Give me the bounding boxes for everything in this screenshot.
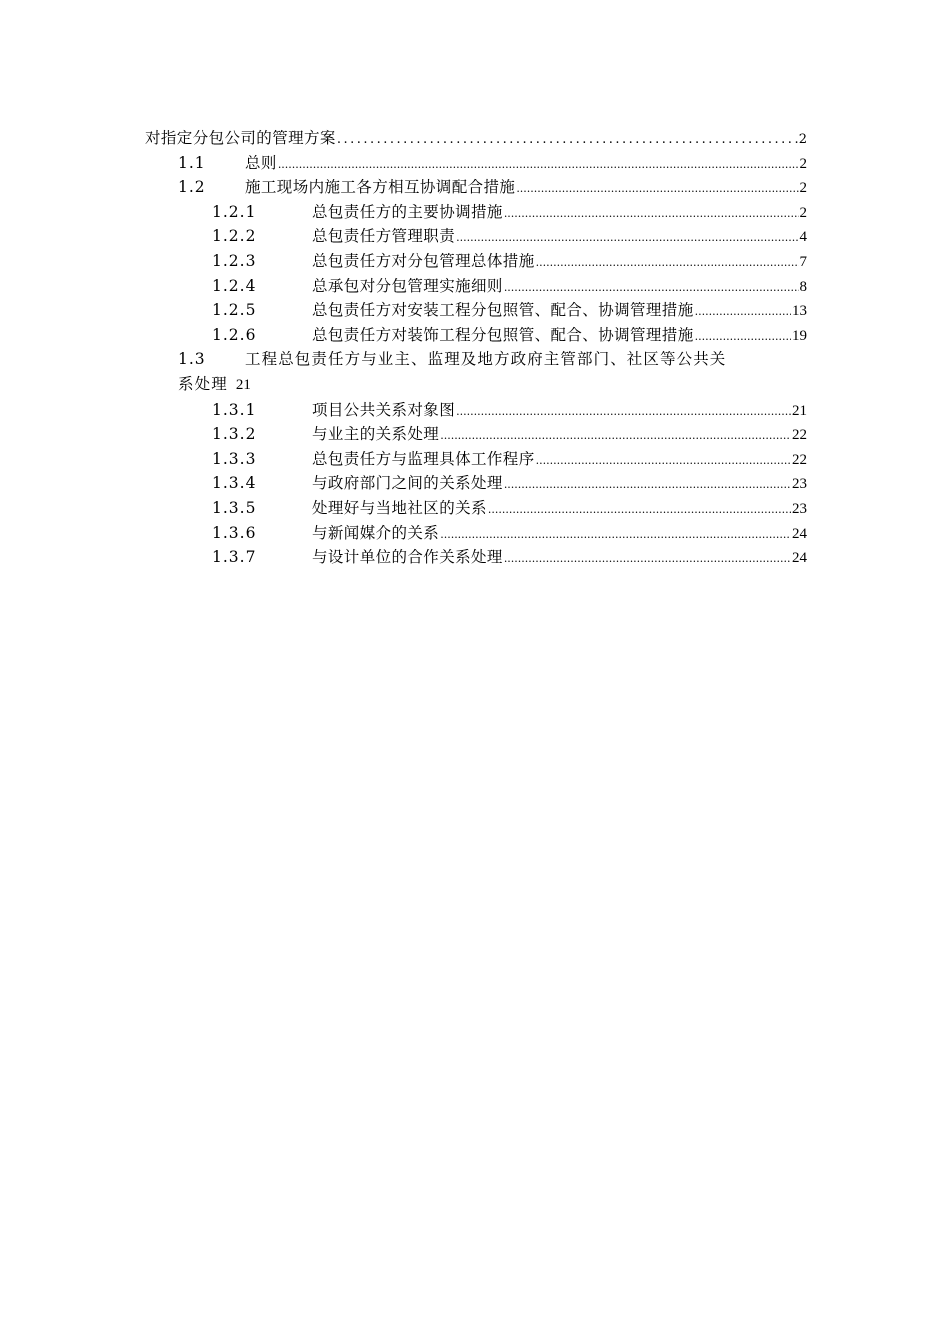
toc-leader-dots bbox=[337, 128, 798, 153]
toc-entry-title: 总包责任方的主要协调措施 bbox=[312, 202, 503, 221]
toc-section-number: 1.1 bbox=[178, 153, 206, 172]
toc-page-number: 4 bbox=[799, 229, 807, 246]
toc-section-number: 1.3.2 bbox=[212, 425, 257, 444]
toc-leader-dots bbox=[488, 498, 791, 523]
toc-section-number: 1.3.3 bbox=[212, 449, 257, 468]
toc-leader-dots bbox=[456, 400, 791, 425]
toc-entry-title: 与业主的关系处理 bbox=[312, 425, 440, 444]
toc-section-number: 1.3.7 bbox=[212, 548, 257, 567]
toc-leader-dots bbox=[695, 325, 791, 350]
toc-page-number: 24 bbox=[792, 525, 807, 542]
toc-entry-title: 项目公共关系对象图 bbox=[312, 400, 456, 419]
toc-entry-1-2-4[interactable] bbox=[145, 274, 807, 299]
toc-entry-title: 总承包对分包管理实施细则 bbox=[312, 276, 503, 295]
toc-leader-dots bbox=[504, 202, 799, 227]
toc-entry-1-1[interactable] bbox=[145, 151, 807, 176]
toc-entry-1-2-2[interactable] bbox=[145, 224, 807, 249]
toc-leader-dots bbox=[536, 251, 799, 276]
toc-section-number: 1.3.4 bbox=[212, 474, 257, 493]
toc-entry-title-continued: 系处理 bbox=[178, 374, 228, 393]
toc-section-number: 1.3.6 bbox=[212, 523, 257, 542]
toc-entry-title: 总则 bbox=[245, 153, 277, 172]
toc-leader-dots bbox=[456, 226, 798, 251]
toc-entry-1-3-7[interactable] bbox=[145, 545, 807, 570]
toc-page-number: 22 bbox=[792, 451, 807, 468]
toc-entry-1-2[interactable] bbox=[145, 175, 807, 200]
toc-entry-title: 总包责任方对分包管理总体措施 bbox=[312, 251, 535, 270]
toc-entry-title: 总包责任方管理职责 bbox=[312, 227, 456, 246]
toc-page-number: 2 bbox=[798, 132, 807, 147]
toc-entry-1-3-5[interactable] bbox=[145, 496, 807, 521]
toc-page-number: 19 bbox=[792, 327, 807, 344]
toc-entry-1-2-6[interactable] bbox=[145, 323, 807, 348]
toc-leader-dots bbox=[504, 473, 791, 498]
toc-page-number: 13 bbox=[792, 303, 807, 320]
toc-section-number: 1.3.5 bbox=[212, 498, 257, 517]
toc-section-number: 1.2.2 bbox=[212, 227, 257, 246]
toc-section-number: 1.3 bbox=[178, 350, 206, 369]
toc-entry-title: 处理好与当地社区的关系 bbox=[312, 498, 487, 517]
toc-entry-1-3-4[interactable] bbox=[145, 471, 807, 496]
toc-page-number: 7 bbox=[799, 253, 807, 270]
toc-section-number: 1.3.1 bbox=[212, 400, 257, 419]
toc-section-number: 1.2.6 bbox=[212, 325, 257, 344]
toc-page-number: 23 bbox=[792, 500, 807, 517]
toc-entry-title: 施工现场内施工各方相互协调配合措施 bbox=[245, 178, 516, 197]
toc-entry-1-3[interactable] bbox=[145, 347, 807, 397]
toc-entry-title: 与政府部门之间的关系处理 bbox=[312, 474, 503, 493]
toc-entry-1-3-2[interactable] bbox=[145, 422, 807, 447]
toc-page-number: 2 bbox=[799, 204, 807, 221]
toc-leader-dots bbox=[504, 276, 799, 301]
toc-page-number: 2 bbox=[799, 180, 807, 197]
toc-leader-dots bbox=[278, 153, 799, 178]
toc-entry-1-3-1[interactable] bbox=[145, 398, 807, 423]
toc-section-number: 1.2.4 bbox=[212, 276, 257, 295]
toc-leader-dots bbox=[516, 177, 798, 202]
toc-entry-title: 总包责任方对安装工程分包照管、配合、协调管理措施 bbox=[312, 301, 694, 320]
toc-section-number: 1.2.1 bbox=[212, 202, 257, 221]
toc-section-number: 1.2.3 bbox=[212, 251, 257, 270]
toc-entry-title: 工程总包责任方与业主、监理及地方政府主管部门、社区等公共关 bbox=[245, 350, 727, 369]
toc-page-number: 24 bbox=[792, 550, 807, 567]
toc-entry-main[interactable] bbox=[145, 126, 807, 151]
toc-entry-1-2-3[interactable] bbox=[145, 249, 807, 274]
table-of-contents bbox=[145, 126, 807, 570]
toc-leader-dots bbox=[695, 300, 791, 325]
toc-page-number: 8 bbox=[799, 278, 807, 295]
toc-leader-dots bbox=[440, 523, 791, 548]
toc-page-number: 21 bbox=[792, 402, 807, 419]
toc-leader-dots bbox=[440, 424, 791, 449]
toc-page-number: 21 bbox=[235, 376, 251, 393]
toc-entry-title: 对指定分包公司的管理方案 bbox=[145, 129, 336, 147]
toc-entry-1-3-6[interactable] bbox=[145, 521, 807, 546]
toc-entry-title: 与设计单位的合作关系处理 bbox=[312, 548, 503, 567]
toc-entry-title: 总包责任方与监理具体工作程序 bbox=[312, 449, 535, 468]
toc-page-number: 22 bbox=[792, 427, 807, 444]
toc-leader-dots bbox=[504, 547, 791, 572]
toc-section-number: 1.2.5 bbox=[212, 301, 257, 320]
toc-entry-1-3-3[interactable] bbox=[145, 447, 807, 472]
toc-entry-title: 与新闻媒介的关系 bbox=[312, 523, 440, 542]
toc-leader-dots bbox=[536, 449, 791, 474]
toc-entry-1-2-1[interactable] bbox=[145, 200, 807, 225]
toc-entry-1-2-5[interactable] bbox=[145, 298, 807, 323]
toc-section-number: 1.2 bbox=[178, 178, 206, 197]
toc-page-number: 23 bbox=[792, 476, 807, 493]
toc-page-number: 2 bbox=[799, 155, 807, 172]
toc-entry-title: 总包责任方对装饰工程分包照管、配合、协调管理措施 bbox=[312, 325, 694, 344]
